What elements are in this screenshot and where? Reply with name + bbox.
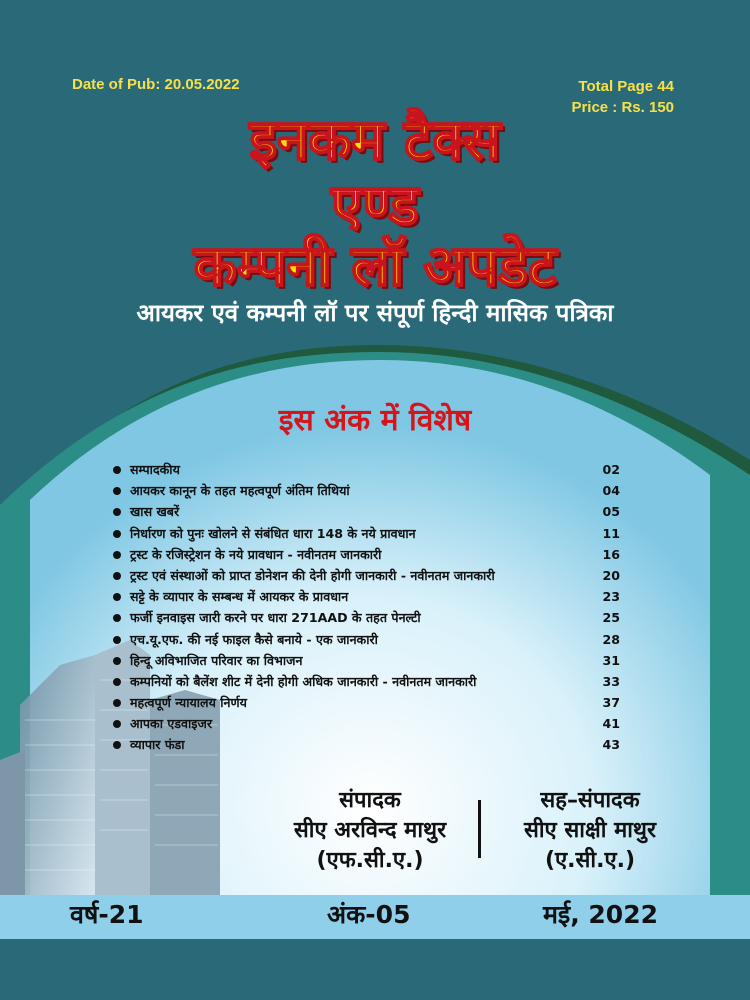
issue-year: वर्ष-21 bbox=[70, 900, 144, 929]
editor-qualification: (एफ.सी.ए.) bbox=[316, 848, 424, 873]
toc-item-page: 16 bbox=[602, 546, 620, 562]
bullet-icon bbox=[113, 551, 121, 559]
coeditor-block bbox=[490, 786, 690, 876]
editor-block bbox=[255, 786, 485, 876]
toc-item-title: कम्पनियों को बैलेंश शीट में देनी होगी अधिक जानकारी - नवीनतम जानकारी bbox=[130, 673, 477, 689]
toc-item-page: 41 bbox=[602, 716, 620, 732]
issue-month: मई, 2022 bbox=[542, 900, 658, 929]
toc-item-title: ट्रस्ट के रजिस्ट्रेशन के नये प्रावधान - नवीनतम जानकारी bbox=[130, 546, 382, 562]
magazine-title-line-3: कम्पनी लॉ अपडेट bbox=[193, 234, 557, 299]
toc-item-page: 33 bbox=[602, 673, 620, 689]
bullet-icon bbox=[113, 678, 121, 686]
editor-divider bbox=[478, 800, 481, 858]
toc-item-page: 20 bbox=[602, 567, 620, 583]
bullet-icon bbox=[113, 487, 121, 495]
toc-item-page: 31 bbox=[602, 652, 620, 668]
bullet-icon bbox=[113, 614, 121, 622]
toc-item-page: 11 bbox=[602, 525, 620, 541]
bullet-icon bbox=[113, 636, 121, 644]
bullet-icon bbox=[113, 572, 121, 580]
bullet-icon bbox=[113, 720, 121, 728]
toc-item bbox=[110, 501, 620, 522]
toc-item bbox=[110, 629, 620, 650]
editor-name: सीए अरविन्द माथुर bbox=[293, 818, 447, 843]
toc-item-title: ट्रस्ट एवं संस्थाओं को प्राप्त डोनेशन की देनी होगी जानकारी - नवीनतम जानकारी bbox=[130, 567, 495, 583]
toc-item-title: निर्धारण को पुनः खोलने से संबंधित धारा 148 के नये प्रावधान bbox=[130, 525, 416, 541]
toc-item-title: सम्पादकीय bbox=[130, 462, 180, 477]
toc-item bbox=[110, 480, 620, 501]
toc-item-page: 23 bbox=[602, 589, 620, 605]
special-heading: इस अंक में विशेष bbox=[278, 403, 472, 438]
toc-item-title: खास खबरें bbox=[130, 504, 180, 520]
toc-item bbox=[110, 713, 620, 734]
bullet-icon bbox=[113, 741, 121, 749]
toc-item-title: फर्जी इनवाइस जारी करने पर धारा 271AAD के तहत पेनल्टी bbox=[130, 610, 421, 626]
toc-item-page: 28 bbox=[602, 631, 620, 647]
toc-item-title: आपका एडवाइजर bbox=[130, 716, 212, 732]
bullet-icon bbox=[113, 593, 121, 601]
issue-number: अंक-05 bbox=[327, 900, 411, 929]
coeditor-role: सह–संपादक bbox=[540, 788, 640, 813]
toc-item-title: आयकर कानून के तहत महत्वपूर्ण अंतिम तिथियां bbox=[130, 483, 350, 499]
magazine-title-line-2: एण्ड bbox=[331, 173, 419, 238]
magazine-title-line-1: इनकम टैक्स bbox=[249, 108, 501, 173]
toc-item bbox=[110, 565, 620, 586]
toc-item-page: 25 bbox=[602, 610, 620, 626]
toc-item-title: व्यापार फंडा bbox=[130, 737, 185, 753]
toc-item bbox=[110, 544, 620, 565]
bullet-icon bbox=[113, 530, 121, 538]
bullet-icon bbox=[113, 699, 121, 707]
bullet-icon bbox=[113, 657, 121, 665]
price: Price : Rs. 150 bbox=[571, 99, 674, 116]
bullet-icon bbox=[113, 466, 121, 474]
toc-item bbox=[110, 671, 620, 692]
bullet-icon bbox=[113, 508, 121, 516]
coeditor-qualification: (ए.सी.ए.) bbox=[544, 848, 636, 873]
toc-item bbox=[110, 734, 620, 755]
toc-item bbox=[110, 459, 620, 480]
editor-role: संपादक bbox=[339, 788, 401, 813]
toc-item bbox=[110, 586, 620, 607]
toc-item-title: हिन्दू अविभाजित परिवार का विभाजन bbox=[130, 652, 303, 668]
coeditor-name: सीए साक्षी माथुर bbox=[523, 818, 656, 843]
toc-item-page: 37 bbox=[602, 695, 620, 711]
toc-item bbox=[110, 523, 620, 544]
toc-item bbox=[110, 607, 620, 628]
toc-item-title: महत्वपूर्ण न्यायालय निर्णय bbox=[130, 695, 247, 711]
magazine-subtitle: आयकर एवं कम्पनी लॉ पर संपूर्ण हिन्दी मासिक पत्रिका bbox=[136, 299, 614, 327]
toc-item-page: 43 bbox=[602, 737, 620, 753]
table-of-contents bbox=[110, 459, 620, 756]
toc-item-page: 04 bbox=[602, 483, 620, 499]
toc-item bbox=[110, 692, 620, 713]
toc-item-page: 02 bbox=[602, 462, 620, 477]
toc-item-title: सट्टे के व्यापार के सम्बन्ध में आयकर के प्रावधान bbox=[130, 589, 349, 605]
publication-date: Date of Pub: 20.05.2022 bbox=[72, 76, 240, 93]
total-page: Total Page 44 bbox=[578, 78, 674, 95]
toc-item bbox=[110, 650, 620, 671]
toc-item-page: 05 bbox=[602, 504, 620, 520]
toc-item-title: एच.यू.एफ. की नई फाइल कैसे बनाये - एक जानकारी bbox=[130, 631, 378, 647]
